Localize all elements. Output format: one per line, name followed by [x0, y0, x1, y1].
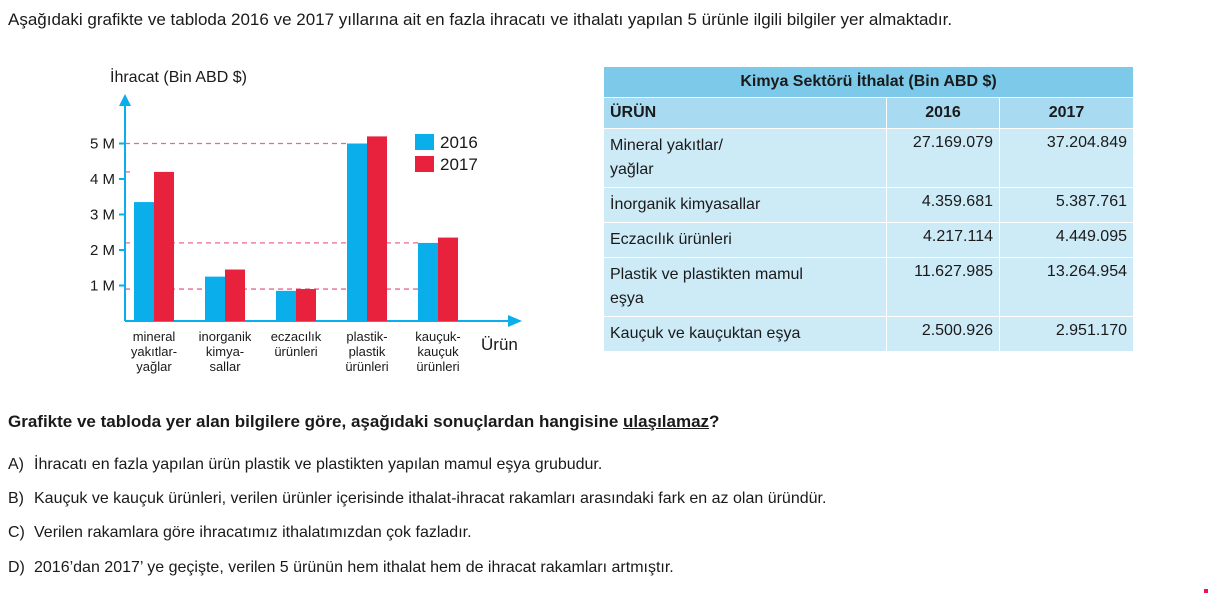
category-label: yağlar — [136, 359, 172, 374]
x-axis-arrow — [508, 315, 522, 327]
category-label: kauçuk- — [415, 329, 461, 344]
y-tick-label: 1 M — [89, 277, 115, 295]
product-name: Plastik ve plastikten mamul eşya — [604, 258, 887, 317]
question-keyword: ulaşılamaz — [623, 412, 710, 431]
option-letter: C) — [8, 524, 25, 541]
option-a[interactable] — [8, 456, 602, 474]
option-letter: D) — [8, 559, 25, 576]
table-row — [604, 223, 1134, 258]
value-2017: 13.264.954 — [1000, 258, 1134, 317]
category-label: eczacılık — [270, 329, 322, 344]
intro-text: Aşağıdaki grafikte ve tabloda 2016 ve 2017 yıllarına ait en fazla ihracatı ve ithalatı yapılan 5 ürünle ilgili bilgiler yer almaktadır. — [8, 10, 953, 29]
category-label: mineral — [132, 329, 176, 344]
value-2016: 27.169.079 — [887, 129, 1000, 188]
question — [8, 412, 719, 432]
export-bar-chart — [60, 58, 540, 388]
bar-2017 — [225, 270, 245, 321]
header-2016: 2016 — [887, 98, 1000, 129]
product-name: Kauçuk ve kauçuktan eşya — [604, 317, 887, 352]
category-label: sallar — [209, 359, 241, 374]
page-marker — [1204, 589, 1208, 593]
option-text: Kauçuk ve kauçuk ürünleri, verilen ürünler içerisinde ithalat-ihracat rakamları arasındaki fark en az olan üründür. — [34, 490, 827, 507]
bar-2017 — [154, 172, 174, 321]
value-2017: 5.387.761 — [1000, 188, 1134, 223]
category-label: plastik — [348, 344, 386, 359]
value-2017: 37.204.849 — [1000, 129, 1134, 188]
option-c[interactable] — [8, 524, 472, 542]
table-row — [604, 317, 1134, 352]
legend-label: 2017 — [440, 155, 478, 174]
option-text: İhracatı en fazla yapılan ürün plastik ve plastikten yapılan mamul eşya grubudur. — [34, 456, 603, 473]
bar-2016 — [134, 202, 154, 321]
category-label: plastik- — [346, 329, 388, 344]
x-axis-label: Ürün — [481, 335, 518, 354]
table-row — [604, 188, 1134, 223]
category-label: ürünleri — [274, 344, 318, 359]
question-mark: ? — [709, 412, 720, 431]
y-tick-label: 5 M — [89, 135, 115, 153]
product-name: İnorganik kimyasallar — [604, 188, 887, 223]
bar-2017 — [438, 238, 458, 321]
category-label: inorganik — [198, 329, 252, 344]
value-2016: 4.217.114 — [887, 223, 1000, 258]
y-axis-arrow — [119, 94, 131, 106]
value-2016: 4.359.681 — [887, 188, 1000, 223]
option-b[interactable] — [8, 490, 826, 508]
option-text: Verilen rakamlara göre ihracatımız ithalatımızdan çok fazladır. — [34, 524, 472, 541]
option-letter: B) — [8, 490, 24, 507]
y-tick-label: 4 M — [89, 171, 115, 188]
legend-swatch — [415, 156, 434, 172]
option-d[interactable] — [8, 559, 674, 577]
value-2016: 2.500.926 — [887, 317, 1000, 352]
y-tick-label: 2 M — [89, 242, 115, 259]
category-label: kauçuk — [417, 344, 459, 359]
category-label: kimya- — [205, 344, 245, 359]
value-2017: 4.449.095 — [1000, 223, 1134, 258]
y-axis-label: İhracat (Bin ABD $) — [110, 69, 247, 86]
legend-swatch — [415, 134, 434, 150]
bar-2016 — [276, 291, 296, 321]
header-2017: 2017 — [1000, 98, 1134, 129]
y-tick-label: 3 M — [89, 206, 115, 224]
bar-2017 — [296, 289, 316, 321]
product-name: Mineral yakıtlar/ yağlar — [604, 129, 887, 188]
import-table — [603, 66, 1134, 352]
question-text: Grafikte ve tabloda yer alan bilgilere göre, aşağıdaki sonuçlardan hangisine — [8, 412, 624, 431]
option-letter: A) — [8, 456, 24, 473]
bar-2016 — [347, 144, 367, 322]
category-label: yakıtlar- — [130, 344, 178, 359]
header-product: ÜRÜN — [604, 98, 887, 129]
bar-2017 — [367, 136, 387, 321]
table-caption: Kimya Sektörü İthalat (Bin ABD $) — [604, 67, 1134, 98]
legend-label: 2016 — [440, 133, 478, 152]
table-row — [604, 258, 1134, 317]
value-2016: 11.627.985 — [887, 258, 1000, 317]
table-row — [604, 129, 1134, 188]
category-label: ürünleri — [345, 359, 389, 374]
product-name: Eczacılık ürünleri — [604, 223, 887, 258]
value-2017: 2.951.170 — [1000, 317, 1134, 352]
bar-2016 — [418, 243, 438, 321]
bar-2016 — [205, 277, 225, 321]
option-text: 2016’dan 2017’ ye geçişte, verilen 5 ürünün hem ithalat hem de ihracat rakamları artmıştır. — [34, 559, 674, 576]
category-label: ürünleri — [416, 359, 460, 374]
